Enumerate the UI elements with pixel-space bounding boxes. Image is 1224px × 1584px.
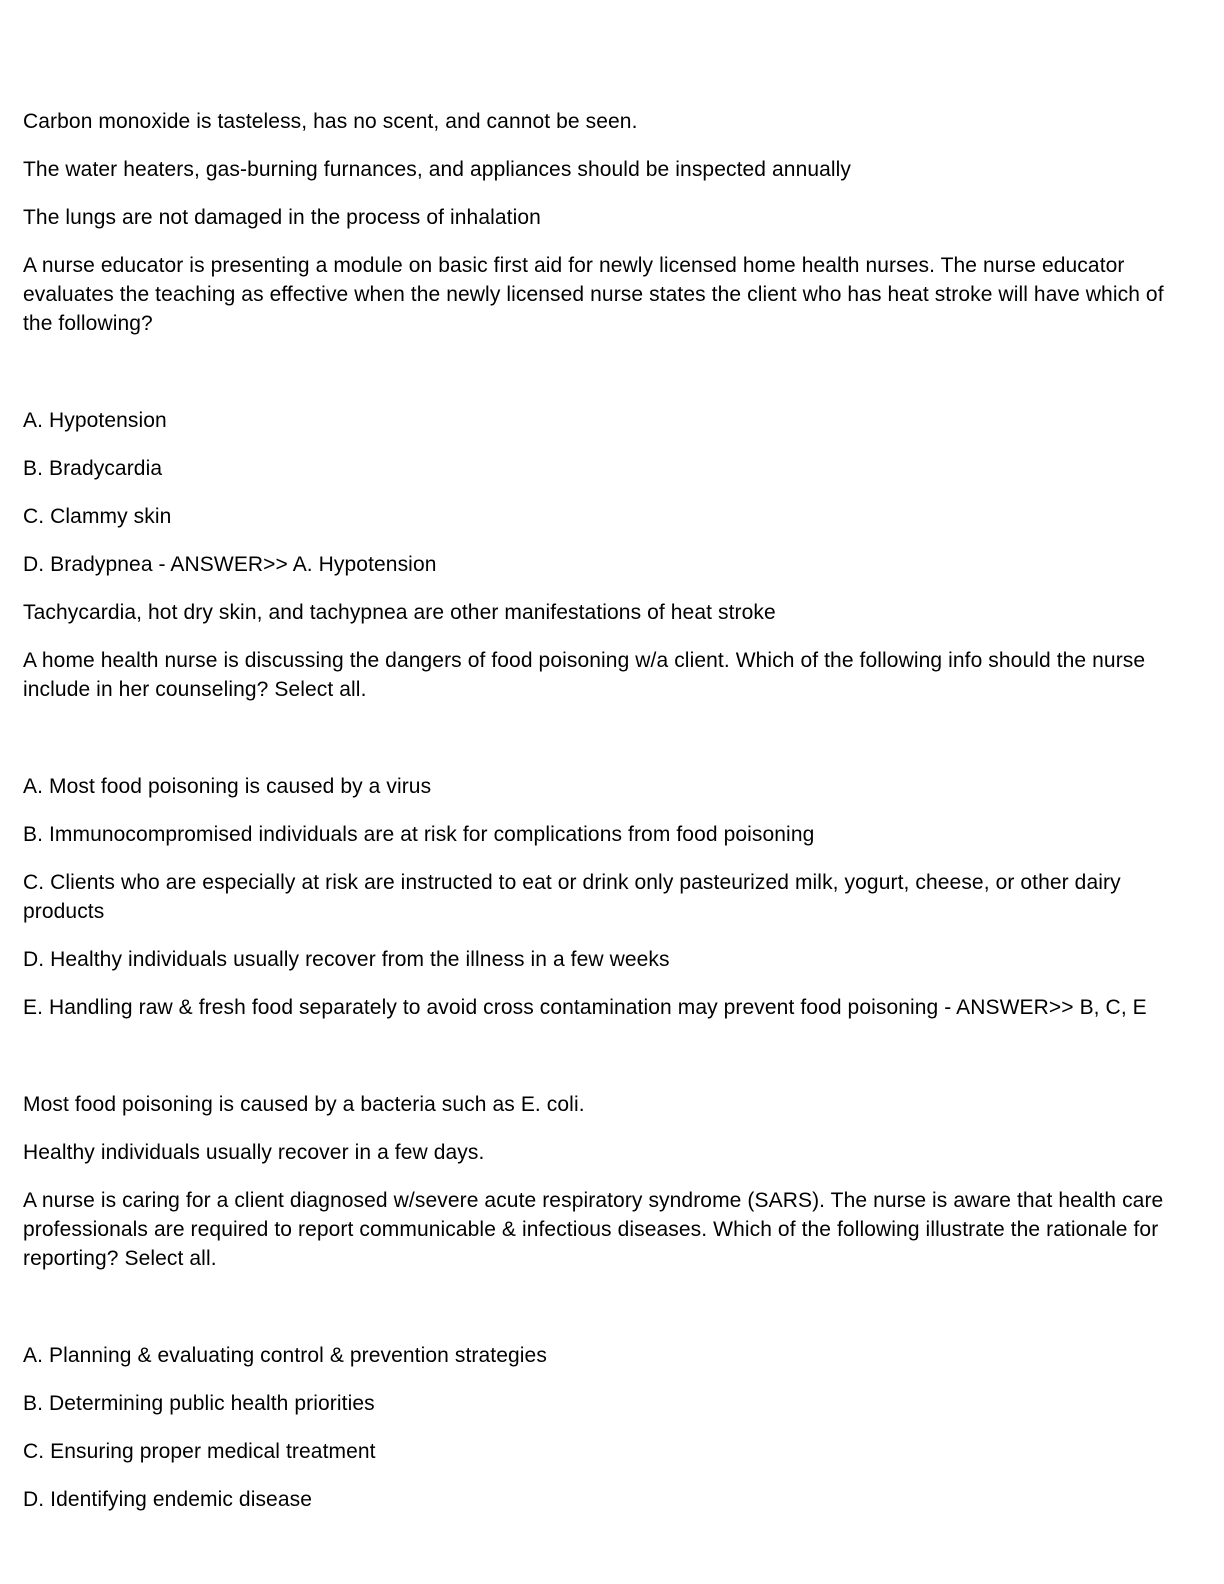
- statement-lungs: The lungs are not damaged in the process of inhalation: [23, 206, 541, 229]
- option-c-pasteurized: C. Clients who are especially at risk are instructed to eat or drink only pasteurized milk, yogurt, cheese, or other dairy products: [23, 871, 1121, 923]
- question-sars-reporting: A nurse is caring for a client diagnosed w/severe acute respiratory syndrome (SARS). The nurse is aware that health care professionals are required to report communicable & infectious diseases. Which of the following illustrate the rationale for reporting? Select all.: [23, 1189, 1164, 1270]
- option-a-hypotension: A. Hypotension: [23, 409, 167, 432]
- option-d-bradypnea-answer: D. Bradypnea - ANSWER>> A. Hypotension: [23, 553, 437, 576]
- option-b-immunocompromised: B. Immunocompromised individuals are at risk for complications from food poisoning: [23, 823, 815, 846]
- option-a-planning-strategies: A. Planning & evaluating control & prevention strategies: [23, 1344, 547, 1367]
- option-e-cross-contamination-answer: E. Handling raw & fresh food separately to avoid cross contamination may prevent food poisoning - ANSWER>> B, C, E: [23, 996, 1147, 1019]
- rationale-bacteria: Most food poisoning is caused by a bacteria such as E. coli.: [23, 1093, 585, 1116]
- option-b-bradycardia: B. Bradycardia: [23, 457, 163, 480]
- option-d-endemic-disease: D. Identifying endemic disease: [23, 1488, 312, 1511]
- option-d-recover-weeks: D. Healthy individuals usually recover from the illness in a few weeks: [23, 948, 670, 971]
- option-b-public-health-priorities: B. Determining public health priorities: [23, 1392, 375, 1415]
- rationale-recover-days: Healthy individuals usually recover in a few days.: [23, 1141, 485, 1164]
- option-c-clammy-skin: C. Clammy skin: [23, 505, 172, 528]
- rationale-heat-stroke: Tachycardia, hot dry skin, and tachypnea are other manifestations of heat stroke: [23, 601, 776, 624]
- statement-carbon-monoxide: Carbon monoxide is tasteless, has no scent, and cannot be seen.: [23, 110, 638, 133]
- statement-water-heaters: The water heaters, gas-burning furnances, and appliances should be inspected annually: [23, 158, 852, 181]
- option-a-virus: A. Most food poisoning is caused by a virus: [23, 775, 432, 798]
- question-heat-stroke: A nurse educator is presenting a module on basic first aid for newly licensed home health nurses. The nurse educator evaluates the teaching as effective when the newly licensed nurse states the client who has heat stroke will have which of the following?: [23, 254, 1164, 335]
- option-c-medical-treatment: C. Ensuring proper medical treatment: [23, 1440, 376, 1463]
- question-food-poisoning: A home health nurse is discussing the dangers of food poisoning w/a client. Which of the following info should the nurse include in her counseling? Select all.: [23, 649, 1146, 701]
